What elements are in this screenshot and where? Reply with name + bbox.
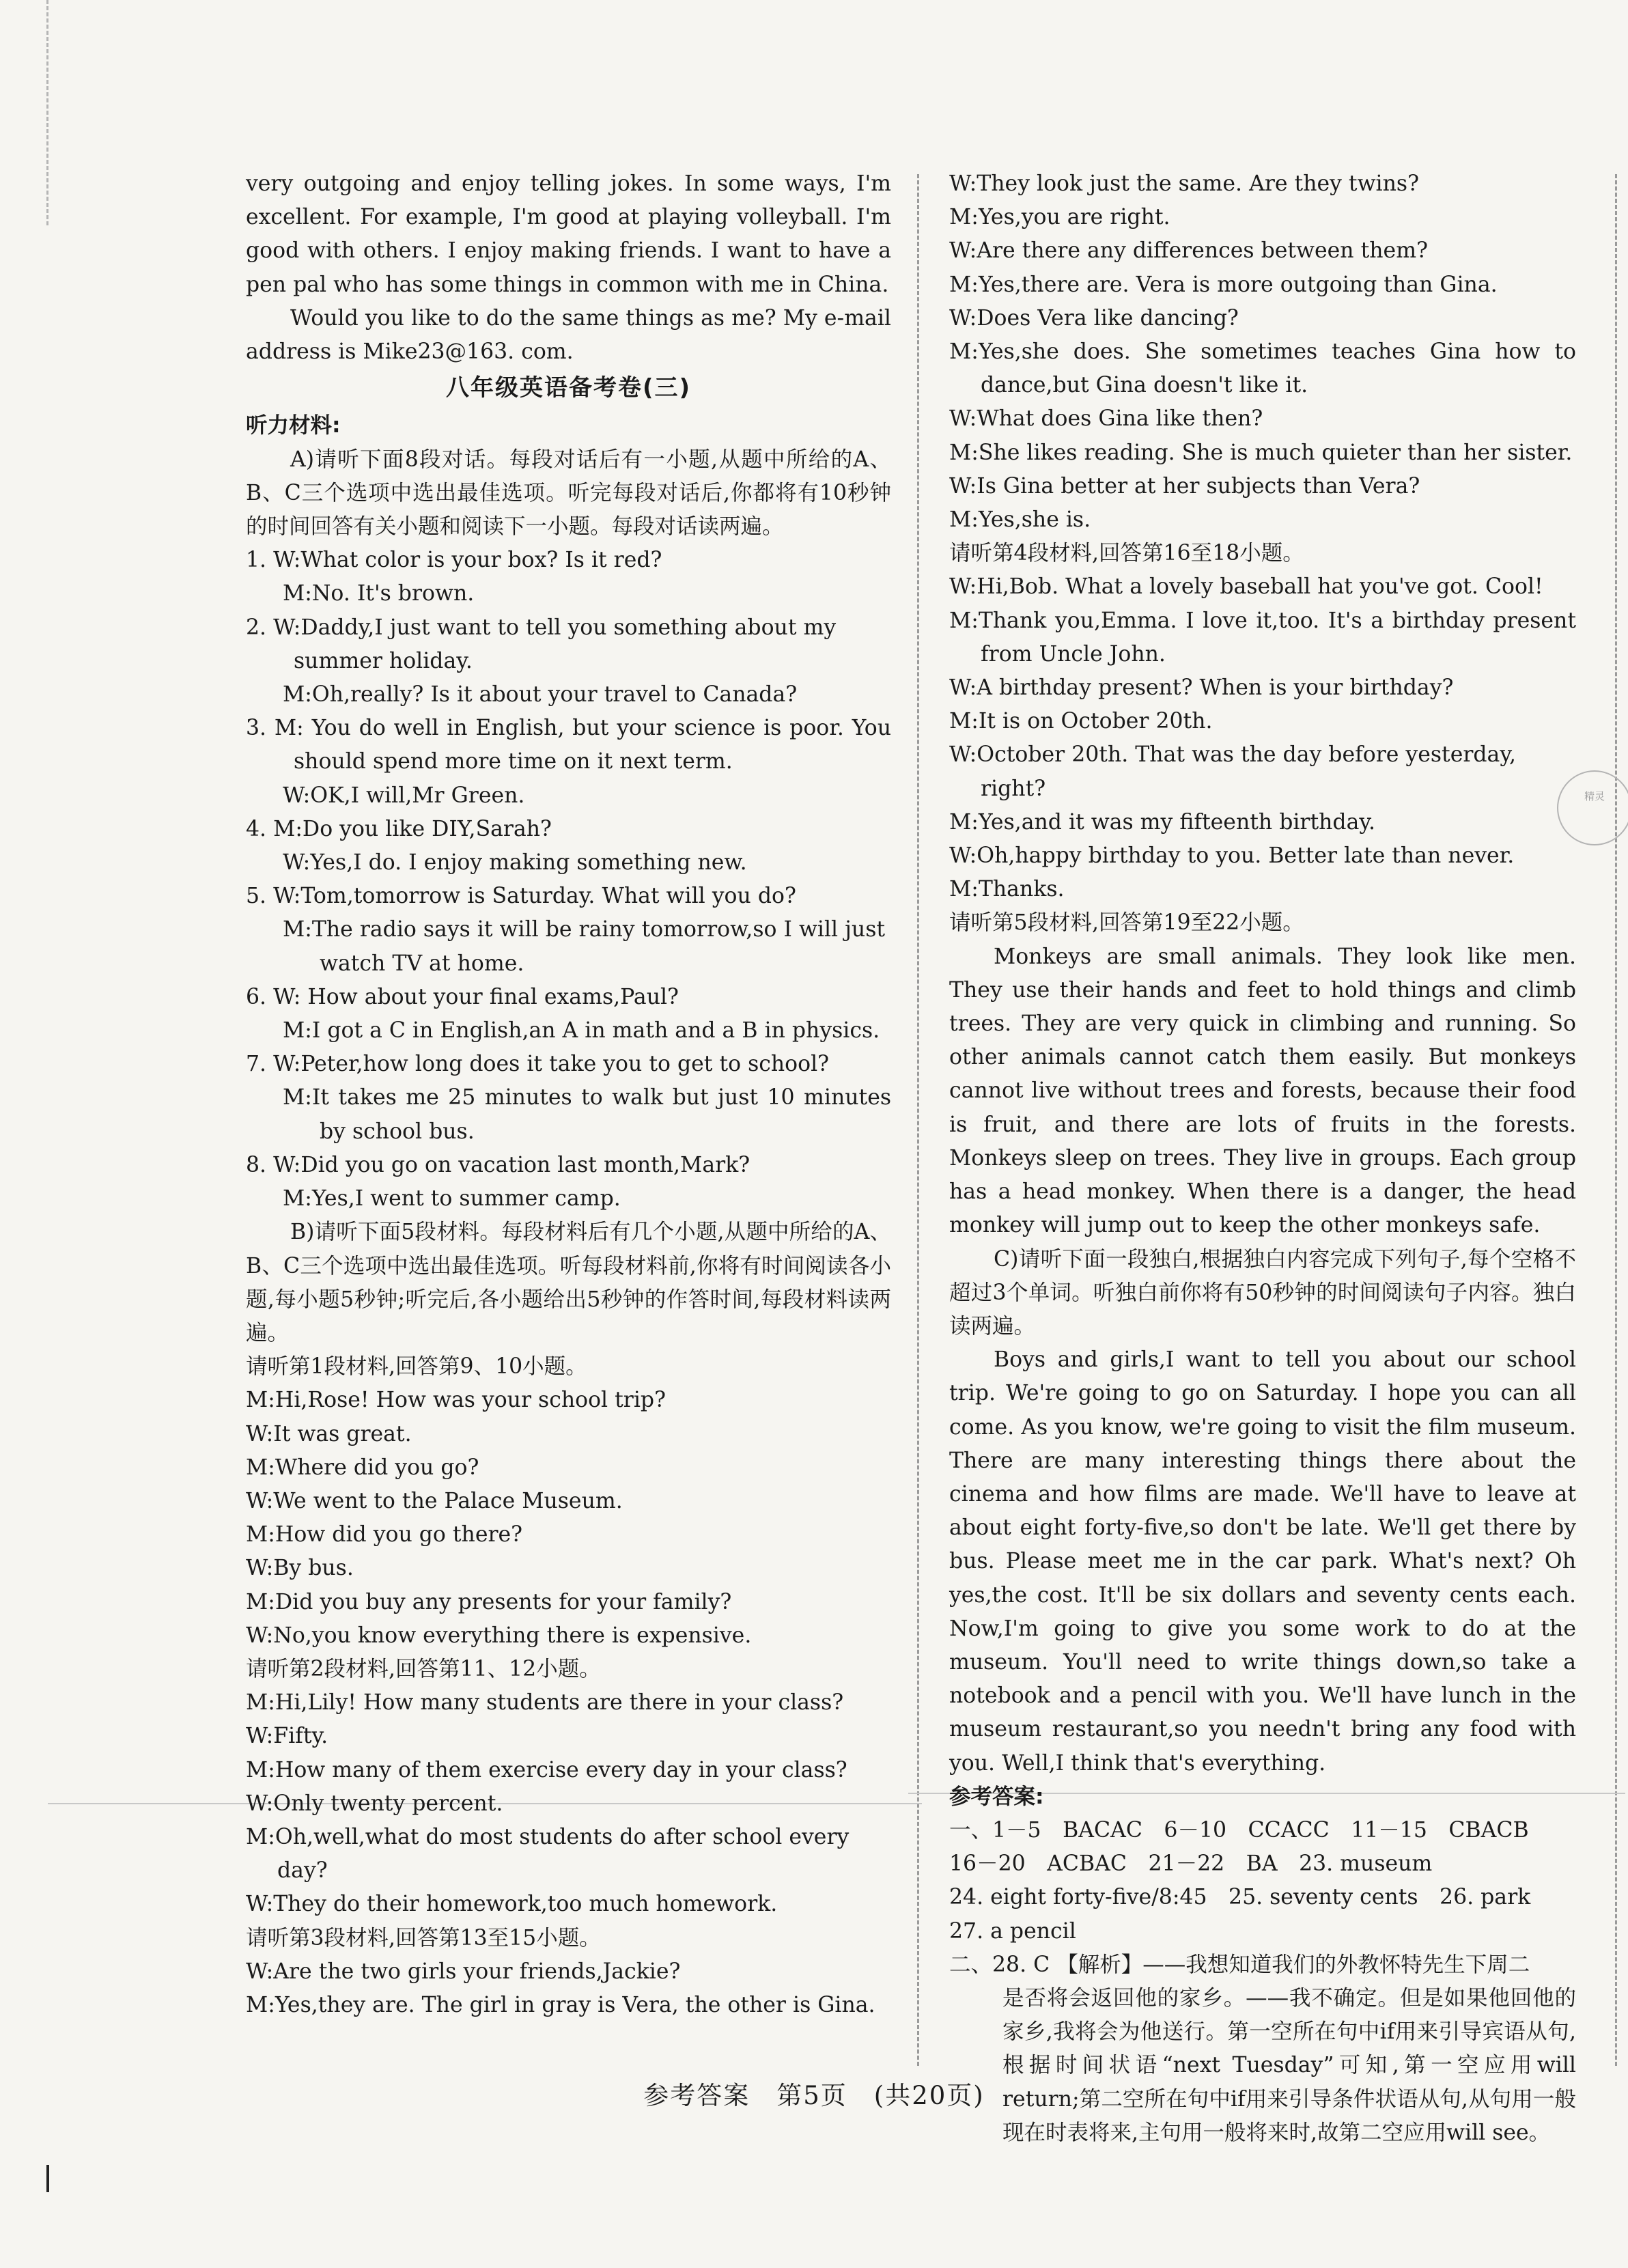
seal-stamp	[1557, 770, 1628, 845]
dialog-line: W:Fifty.	[246, 1724, 328, 1749]
dialog-line: W:They do their homework,too much homework.	[246, 1892, 778, 1917]
dialog-line: W:What does Gina like then?	[949, 406, 1263, 432]
dialog-line: W:A birthday present? When is your birthday?	[949, 675, 1454, 701]
intro-paragraph-2: Would you like to do the same things as me? My e-mail address is Mike23@163. com.	[246, 305, 891, 365]
dialog-list-a	[246, 544, 891, 1216]
answers-line: 16－20 ACBAC 21－22 BA 23. museum	[949, 1851, 1433, 1877]
dialog-line: M:Hi,Rose! How was your school trip?	[246, 1388, 666, 1413]
dialog-line: W:Hi,Bob. What a lovely baseball hat you've got. Cool!	[949, 574, 1543, 600]
dialog-question: 3. M: You do well in English, but your science is poor. You should spend more time on it next term.	[246, 716, 891, 774]
dialog-line: M:It is on October 20th.	[949, 709, 1213, 734]
dialog-line: W:Is Gina better at her subjects than Vera?	[949, 473, 1420, 499]
crop-mark	[46, 2165, 49, 2192]
dialog-question: 7. W:Peter,how long does it take you to get to school?	[246, 1052, 830, 1077]
material-4-title: 请听第4段材料,回答第16至18小题。	[949, 541, 1304, 566]
dialog-question: 5. W:Tom,tomorrow is Saturday. What will you do?	[246, 884, 796, 909]
dialog-line: M:Thank you,Emma. I love it,too. It's a birthday present from Uncle John.	[949, 608, 1576, 667]
dialog-line: W:Only twenty percent.	[246, 1791, 503, 1816]
dialog-response: W:OK,I will,Mr Green.	[283, 783, 525, 808]
margin-line	[1615, 174, 1617, 2066]
dialog-line: W:It was great.	[246, 1421, 412, 1446]
dialog-question: 4. M:Do you like DIY,Sarah?	[246, 816, 552, 841]
left-column	[246, 167, 891, 2022]
dialog-line: W:Are there any differences between them?	[949, 238, 1428, 264]
dialog-line: W:They look just the same. Are they twins?	[949, 171, 1419, 196]
right-column	[949, 167, 1576, 2150]
dialog-line: M:Yes,they are. The girl in gray is Vera, the other is Gina.	[246, 1992, 875, 2017]
dialog-line: M:Yes,she is.	[949, 507, 1091, 533]
answer-28-head: 二、28. C 【解析】——我想知道我们的外教怀特先生下周二	[949, 1952, 1530, 1977]
monologue-passage: Boys and girls,I want to tell you about our school trip. We're going to go on Saturday. I hope you can all come. As you know, we're going to visit the film museum. There are many interesting things there about the cinema and how films are made. We'll have to leave at about eight forty-five,so don't be late. We'll get there by bus. Please meet me in the car park. What's next? Oh yes,the cost. It'll be six dollars and seventy cents each. Now,I'm going to give you some work to do at the museum. You'll need to write things down,so take a notebook and a pencil with you. We'll have lunch in the museum restaurant,so you needn't bring any food with you. Well,I think that's everything.	[949, 1347, 1576, 1776]
dialog-line: M:Oh,well,what do most students do after school every day?	[246, 1824, 850, 1884]
dialog-line: W:By bus.	[246, 1556, 354, 1581]
page-footer: 参考答案 第5页 (共20页)	[643, 2081, 985, 2110]
dialog-response: M:Oh,really? Is it about your travel to Canada?	[283, 682, 798, 708]
dialog-line: W:Are the two girls your friends,Jackie?	[246, 1959, 681, 1984]
dialog-line: M:Thanks.	[949, 877, 1065, 902]
answers-title: 参考答案:	[949, 1784, 1044, 1809]
dialog-line: M:How did you go there?	[246, 1522, 523, 1548]
answers-line: 一、1－5 BACAC 6－10 CCACC 11－15 CBACB	[949, 1817, 1529, 1843]
binding-line	[46, 0, 48, 225]
answer-28-explanation: 是否将会返回他的家乡。——我不确定。但是如果他回他的家乡,我将会为他送行。第一空所在句中if用来引导宾语从句,根据时间状语“next Tuesday”可知,第一空应用will return;第二空所在句中if用来引导条件状语从句,从句用一般现在时表将来,主句用一般将来时,故第二空应用will see。	[1002, 1985, 1576, 2145]
monkeys-passage: Monkeys are small animals. They look like men. They use their hands and feet to hold things and climb trees. They are very quick in climbing and running. So other animals cannot catch them easily. But monkeys cannot live without trees and forests, because their food is fruit, and there are lots of fruits in the forests. Monkeys sleep on trees. They live in groups. Each group has a head monkey. When there is a danger, the head monkey will jump out to keep the other monkeys safe.	[949, 944, 1576, 1238]
dialog-question: 6. W: How about your final exams,Paul?	[246, 984, 679, 1009]
material-2-title: 请听第2段材料,回答第11、12小题。	[246, 1656, 601, 1681]
dialog-line: M:Yes,and it was my fifteenth birthday.	[949, 809, 1376, 835]
part-a-intro: A)请听下面8段对话。每段对话后有一小题,从题中所给的A、B、C三个选项中选出最佳选项。听完每段对话后,你都将有10秒钟的时间回答有关小题和阅读下一小题。每段对话读两遍。	[246, 447, 891, 540]
dialog-response: W:Yes,I do. I enjoy making something new.	[283, 850, 747, 876]
dialog-question: 2. W:Daddy,I just want to tell you something about my summer holiday.	[246, 615, 837, 673]
part-b-intro: B)请听下面5段材料。每段材料后有几个小题,从题中所给的A、B、C三个选项中选出最佳选项。听每段材料前,你将有时间阅读各小题,每小题5秒钟;听完后,各小题给出5秒钟的作答时间,每段材料读两遍。	[246, 1220, 891, 1345]
dialog-response: M:No. It's brown.	[283, 581, 475, 606]
dialog-line: W:October 20th. That was the day before yesterday, right?	[949, 742, 1516, 801]
dialog-line: M:Hi,Lily! How many students are there in your class?	[246, 1690, 844, 1716]
dialog-response: M:I got a C in English,an A in math and a B in physics.	[283, 1018, 880, 1044]
listening-title: 听力材料:	[246, 413, 341, 438]
material-5-title: 请听第5段材料,回答第19至22小题。	[949, 910, 1304, 936]
dialog-response: M:Yes,I went to summer camp.	[283, 1186, 621, 1212]
answers-line: 24. eight forty-five/8:45 25. seventy cents 26. park	[949, 1885, 1531, 1910]
dialog-line: M:Did you buy any presents for your family?	[246, 1589, 732, 1614]
dialog-line: M:Where did you go?	[246, 1455, 479, 1480]
dialog-line: M:She likes reading. She is much quieter than her sister.	[949, 440, 1573, 465]
column-divider	[917, 174, 919, 2066]
dialog-response: M:The radio says it will be rainy tomorrow,so I will just watch TV at home.	[283, 917, 886, 976]
material-3-title: 请听第3段材料,回答第13至15小题。	[246, 1925, 601, 1950]
dialog-line: W:No,you know everything there is expensive.	[246, 1623, 752, 1648]
intro-paragraph: very outgoing and enjoy telling jokes. In some ways, I'm excellent. For example, I'm good at playing volleyball. I'm good with others. I enjoy making friends. I want to have a pen pal who has some things in common with me in China.	[246, 171, 891, 297]
dialog-line: W:Does Vera like dancing?	[949, 305, 1239, 331]
part-c-intro: C)请听下面一段独白,根据独白内容完成下列句子,每个空格不超过3个单词。听独白前你将有50秒钟的时间阅读句子内容。独白读两遍。	[949, 1246, 1576, 1339]
stamp-text: 精灵	[1584, 790, 1605, 802]
dialog-line: M:How many of them exercise every day in your class?	[246, 1757, 847, 1782]
dialog-line: W:We went to the Palace Museum.	[246, 1488, 623, 1513]
dialog-line: W:Oh,happy birthday to you. Better late than never.	[949, 843, 1515, 869]
dialog-line: M:Yes,she does. She sometimes teaches Gina how to dance,but Gina doesn't like it.	[949, 339, 1576, 398]
dialog-line: M:Yes,there are. Vera is more outgoing than Gina.	[949, 272, 1498, 297]
material-1-title: 请听第1段材料,回答第9、10小题。	[246, 1354, 587, 1380]
section-title: 八年级英语备考卷(三)	[445, 374, 692, 402]
dialog-response: M:It takes me 25 minutes to walk but just 10 minutes by school bus.	[283, 1085, 891, 1144]
dialog-line: M:Yes,you are right.	[949, 205, 1170, 230]
dialog-question: 8. W:Did you go on vacation last month,Mark?	[246, 1152, 750, 1177]
answers-line: 27. a pencil	[949, 1918, 1076, 1944]
dialog-question: 1. W:What color is your box? Is it red?	[246, 548, 662, 573]
